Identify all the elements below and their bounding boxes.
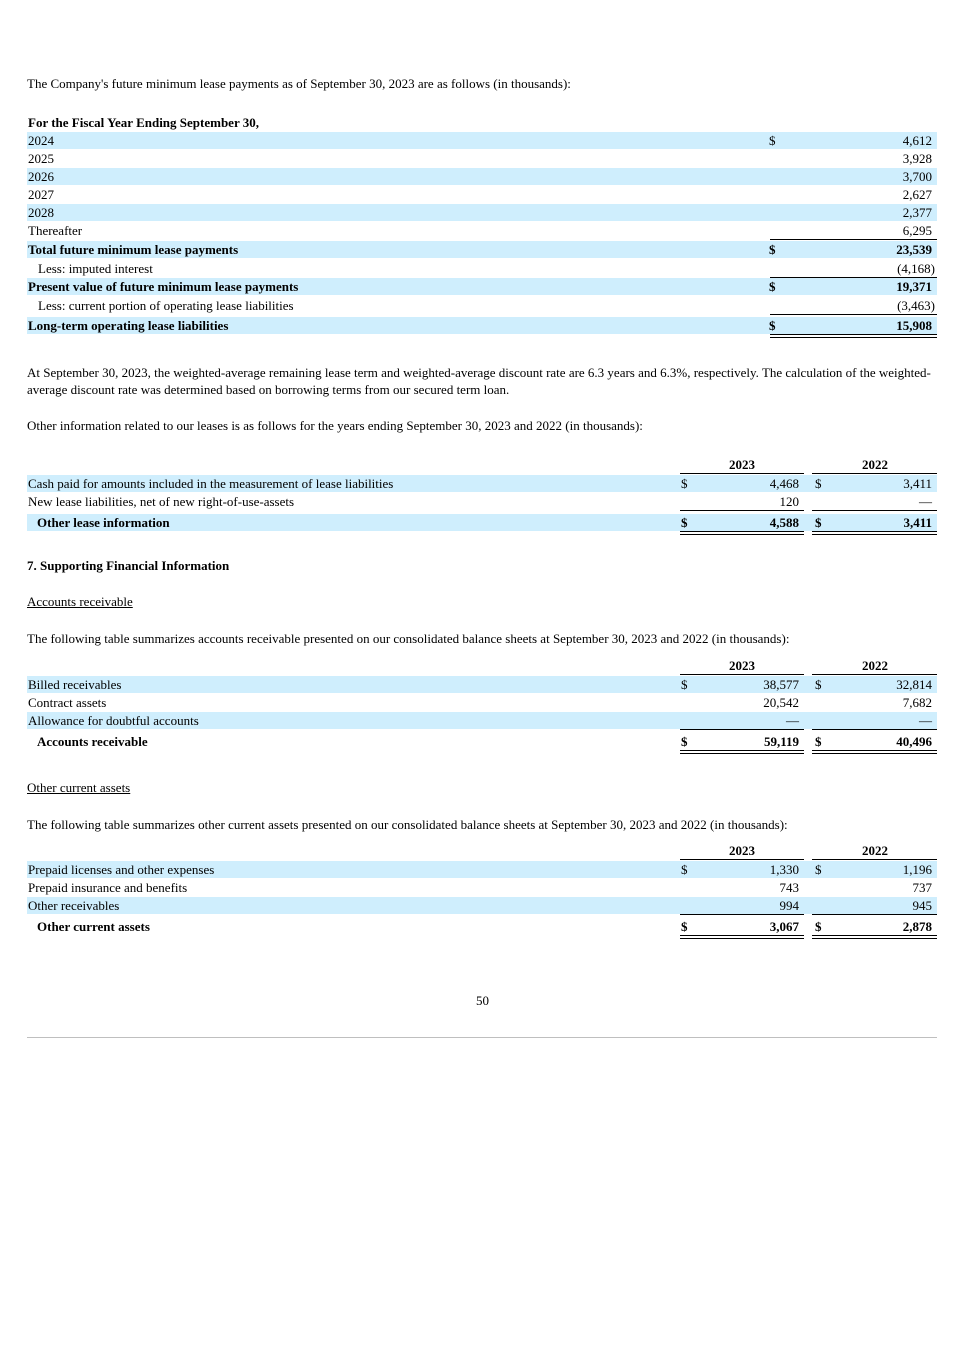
value-2023: 38,577 bbox=[763, 677, 799, 692]
row-label: 2028 bbox=[28, 205, 54, 220]
subtotal-rule bbox=[680, 510, 804, 511]
row-label: Prepaid licenses and other expenses bbox=[28, 862, 215, 877]
row-label: 2025 bbox=[28, 151, 54, 166]
column-header-2023: 2023 bbox=[729, 658, 755, 673]
value-2023: 743 bbox=[779, 880, 799, 895]
other-current-assets-heading: Other current assets bbox=[27, 780, 131, 795]
currency-symbol: $ bbox=[815, 476, 822, 491]
header-rule bbox=[812, 859, 937, 860]
value-2022: — bbox=[919, 494, 932, 509]
row-label: Prepaid insurance and benefits bbox=[28, 880, 188, 895]
subtotal-rule bbox=[680, 914, 804, 915]
row-label: 2027 bbox=[28, 187, 54, 202]
currency-symbol: $ bbox=[769, 279, 776, 294]
table-row bbox=[27, 317, 937, 334]
other-current-assets-text: The following table summarizes other current assets presented on our consolidated balance sheets at September 30, 2023 and 2022 (in thousands): bbox=[27, 817, 788, 832]
table-row bbox=[27, 168, 937, 185]
total-double-rule bbox=[812, 531, 937, 535]
currency-symbol: $ bbox=[815, 862, 822, 877]
value-2023: 4,468 bbox=[769, 476, 799, 491]
value-2022: — bbox=[919, 713, 932, 728]
header-rule bbox=[680, 674, 804, 675]
currency-symbol: $ bbox=[815, 734, 822, 749]
currency-symbol: $ bbox=[681, 734, 688, 749]
other-info-text: Other information related to our leases is as follows for the years ending September 30, 2023 and 2022 (in thousands): bbox=[27, 418, 643, 433]
table-row bbox=[27, 222, 937, 239]
row-label: Total future minimum lease payments bbox=[28, 242, 239, 257]
row-label: Other lease information bbox=[37, 515, 170, 530]
total-double-rule bbox=[812, 750, 937, 754]
column-header-2023: 2023 bbox=[729, 843, 755, 858]
table-row bbox=[27, 879, 937, 896]
section-heading: 7. Supporting Financial Information bbox=[27, 558, 230, 573]
subtotal-rule bbox=[812, 510, 937, 511]
subtotal-rule bbox=[770, 314, 937, 315]
column-header-2023: 2023 bbox=[729, 457, 755, 472]
table-row bbox=[27, 514, 937, 531]
table-row bbox=[27, 861, 937, 878]
row-value: 23,539 bbox=[896, 242, 932, 257]
header-rule bbox=[680, 473, 804, 474]
row-label: Cash paid for amounts included in the measurement of lease liabilities bbox=[28, 476, 394, 491]
row-value: 15,908 bbox=[896, 318, 932, 333]
currency-symbol: $ bbox=[681, 515, 688, 530]
total-double-rule bbox=[812, 935, 937, 939]
page-number: 50 bbox=[476, 993, 489, 1008]
value-2022: 737 bbox=[912, 880, 932, 895]
column-header-2022: 2022 bbox=[862, 658, 888, 673]
column-header-2022: 2022 bbox=[862, 457, 888, 472]
value-2022: 7,682 bbox=[902, 695, 932, 710]
weighted-average-text: At September 30, 2023, the weighted-average remaining lease term and weighted-average discount rate are 6.3 years and 6.3%, respectively. The calculation of the weighted-average discount rate was determined based on borrowing terms from our secured term loan. bbox=[27, 365, 931, 397]
subtotal-rule bbox=[812, 729, 937, 730]
currency-symbol: $ bbox=[681, 862, 688, 877]
header-rule bbox=[812, 674, 937, 675]
row-value: 2,377 bbox=[902, 205, 932, 220]
row-label: Other current assets bbox=[37, 919, 150, 934]
row-label: Other receivables bbox=[28, 898, 120, 913]
value-2023: 1,330 bbox=[769, 862, 799, 877]
table-row bbox=[27, 260, 937, 277]
header-rule bbox=[812, 473, 937, 474]
row-label: New lease liabilities, net of new right-of-use-assets bbox=[28, 494, 295, 509]
row-value: (4,168) bbox=[897, 261, 935, 276]
lease-table-header: For the Fiscal Year Ending September 30, bbox=[28, 115, 259, 130]
value-2022: 1,196 bbox=[902, 862, 932, 877]
currency-symbol: $ bbox=[769, 318, 776, 333]
currency-symbol: $ bbox=[815, 919, 822, 934]
page-divider bbox=[27, 1037, 937, 1038]
value-2023: — bbox=[786, 713, 799, 728]
value-2022: 3,411 bbox=[903, 476, 932, 491]
value-2022: 945 bbox=[912, 898, 932, 913]
row-label: Accounts receivable bbox=[37, 734, 148, 749]
row-value: 6,295 bbox=[902, 223, 932, 238]
total-double-rule bbox=[680, 935, 804, 939]
value-2023: 994 bbox=[779, 898, 799, 913]
value-2022: 3,411 bbox=[903, 515, 932, 530]
header-rule bbox=[680, 859, 804, 860]
row-value: (3,463) bbox=[897, 298, 935, 313]
table-row bbox=[27, 918, 937, 935]
value-2022: 40,496 bbox=[896, 734, 932, 749]
table-row bbox=[27, 712, 937, 729]
row-value: 3,928 bbox=[902, 151, 932, 166]
currency-symbol: $ bbox=[681, 677, 688, 692]
value-2023: 3,067 bbox=[769, 919, 799, 934]
total-double-rule bbox=[680, 531, 804, 535]
total-double-rule bbox=[770, 334, 937, 338]
total-double-rule bbox=[680, 750, 804, 754]
table-row bbox=[27, 493, 937, 510]
row-label: Long-term operating lease liabilities bbox=[28, 318, 229, 333]
intro-text: The Company's future minimum lease payments as of September 30, 2023 are as follows (in thousands): bbox=[27, 76, 571, 91]
table-row bbox=[27, 475, 937, 492]
value-2022: 2,878 bbox=[902, 919, 932, 934]
table-row bbox=[27, 694, 937, 711]
column-header-2022: 2022 bbox=[862, 843, 888, 858]
row-value: 2,627 bbox=[902, 187, 932, 202]
value-2023: 120 bbox=[779, 494, 799, 509]
accounts-receivable-heading: Accounts receivable bbox=[27, 594, 133, 609]
row-label: Less: current portion of operating lease liabilities bbox=[38, 298, 294, 313]
row-label: Contract assets bbox=[28, 695, 107, 710]
row-label: Allowance for doubtful accounts bbox=[28, 713, 199, 728]
accounts-receivable-text: The following table summarizes accounts receivable presented on our consolidated balance sheets at September 30, 2023 and 2022 (in thousands): bbox=[27, 631, 790, 646]
table-row bbox=[27, 132, 937, 149]
value-2022: 32,814 bbox=[896, 677, 932, 692]
currency-symbol: $ bbox=[681, 476, 688, 491]
row-value: 3,700 bbox=[902, 169, 932, 184]
table-row bbox=[27, 676, 937, 693]
table-row bbox=[27, 204, 937, 221]
currency-symbol: $ bbox=[769, 133, 776, 148]
subtotal-rule bbox=[812, 914, 937, 915]
currency-symbol: $ bbox=[681, 919, 688, 934]
table-row bbox=[27, 186, 937, 203]
value-2023: 20,542 bbox=[763, 695, 799, 710]
currency-symbol: $ bbox=[815, 677, 822, 692]
table-row bbox=[27, 297, 937, 314]
currency-symbol: $ bbox=[769, 242, 776, 257]
value-2023: 4,588 bbox=[769, 515, 799, 530]
row-label: Less: imputed interest bbox=[38, 261, 153, 276]
table-row bbox=[27, 278, 937, 295]
row-label: Billed receivables bbox=[28, 677, 122, 692]
row-label: 2026 bbox=[28, 169, 54, 184]
table-row bbox=[27, 241, 937, 258]
subtotal-rule bbox=[770, 239, 937, 240]
subtotal-rule bbox=[680, 729, 804, 730]
currency-symbol: $ bbox=[815, 515, 822, 530]
table-row bbox=[27, 897, 937, 914]
row-label: Present value of future minimum lease payments bbox=[28, 279, 299, 294]
row-label: 2024 bbox=[28, 133, 54, 148]
value-2023: 59,119 bbox=[763, 734, 799, 749]
row-value: 19,371 bbox=[896, 279, 932, 294]
row-value: 4,612 bbox=[902, 133, 932, 148]
table-row bbox=[27, 733, 937, 750]
row-label: Thereafter bbox=[28, 223, 83, 238]
table-row bbox=[27, 150, 937, 167]
